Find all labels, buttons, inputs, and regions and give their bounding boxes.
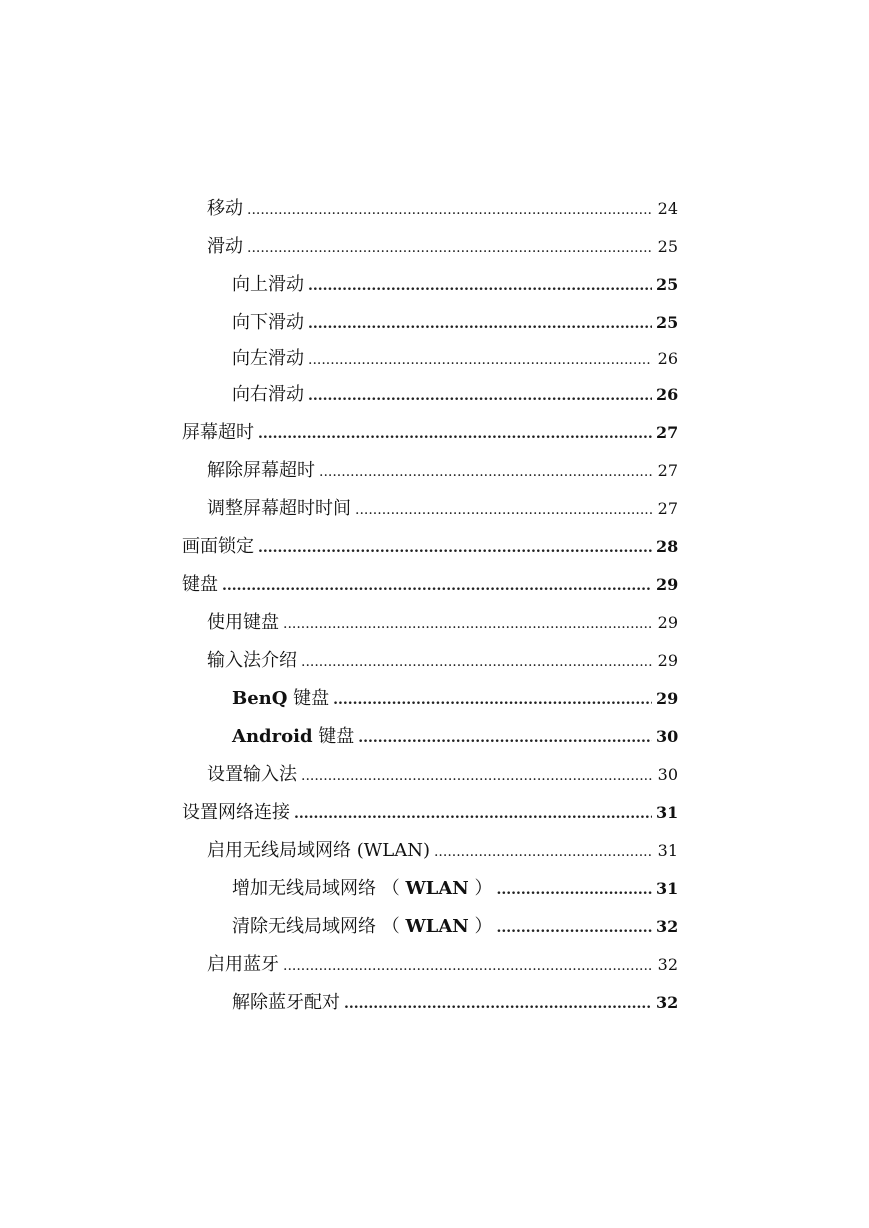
toc-entry-page: 32 xyxy=(656,993,679,1012)
dot-leader xyxy=(496,909,652,947)
toc-entry[interactable] xyxy=(182,190,678,228)
dot-leader xyxy=(308,377,652,415)
toc-entry-title-latin: WLAN xyxy=(405,878,469,899)
toc-entry-page: 27 xyxy=(657,499,678,518)
toc-entry-title: 向下滑动 xyxy=(232,312,304,333)
toc-entry-title: 启用蓝牙 xyxy=(207,954,279,975)
toc-entry-title-cjk: 清除无线局域网络 （ xyxy=(232,916,406,937)
toc-entry-title: 解除屏幕超时 xyxy=(207,460,315,481)
dot-leader xyxy=(333,681,652,719)
dot-leader xyxy=(222,567,652,605)
dot-leader xyxy=(294,795,652,833)
toc-entry-page: 25 xyxy=(656,275,679,294)
toc-entry-title: 设置输入法 xyxy=(207,764,297,785)
toc-entry-title: 移动 xyxy=(207,198,243,219)
toc-entry-page: 29 xyxy=(656,575,679,594)
toc-entry-page: 32 xyxy=(656,917,679,936)
toc-entry[interactable] xyxy=(182,756,678,794)
toc-entry-page: 29 xyxy=(657,613,678,632)
toc-entry-page: 30 xyxy=(657,765,678,784)
toc-entry-page: 31 xyxy=(656,879,679,898)
toc-entry[interactable] xyxy=(182,832,678,870)
toc-entry-page: 30 xyxy=(656,727,679,746)
toc-entry[interactable] xyxy=(182,946,678,984)
toc-entry-page: 31 xyxy=(657,841,678,860)
table-of-contents xyxy=(182,190,678,1022)
toc-entry-title: 使用键盘 xyxy=(207,612,279,633)
toc-entry[interactable] xyxy=(182,414,678,452)
dot-leader xyxy=(319,453,652,491)
toc-entry-page: 31 xyxy=(656,803,679,822)
dot-leader xyxy=(247,229,652,267)
toc-entry-title xyxy=(207,832,434,870)
toc-entry[interactable] xyxy=(182,528,678,566)
toc-entry[interactable] xyxy=(182,984,678,1022)
toc-entry-title: 设置网络连接 xyxy=(182,802,290,823)
toc-entry-title xyxy=(232,908,496,946)
toc-entry[interactable] xyxy=(182,680,678,718)
toc-entry-title: 画面锁定 xyxy=(182,536,254,557)
toc-entry-title-latin: WLAN xyxy=(405,916,469,937)
toc-entry[interactable] xyxy=(182,870,678,908)
toc-entry-page: 29 xyxy=(656,689,679,708)
toc-entry[interactable] xyxy=(182,794,678,832)
toc-entry-title-end: ） xyxy=(468,916,493,937)
toc-entry-page: 27 xyxy=(656,423,679,442)
dot-leader xyxy=(308,267,652,305)
dot-leader xyxy=(301,643,652,681)
toc-entry[interactable] xyxy=(182,342,678,376)
toc-entry-title: 调整屏幕超时时间 xyxy=(207,498,351,519)
toc-entry-page: 26 xyxy=(656,385,679,404)
toc-entry[interactable] xyxy=(182,718,678,756)
toc-entry-title: 向右滑动 xyxy=(232,384,304,405)
toc-entry[interactable] xyxy=(182,304,678,342)
toc-entry[interactable] xyxy=(182,266,678,304)
dot-leader xyxy=(355,491,652,529)
toc-entry-title xyxy=(232,680,333,718)
toc-entry-title-cjk: 键盘 xyxy=(287,688,330,709)
toc-entry[interactable] xyxy=(182,908,678,946)
toc-entry-page: 24 xyxy=(657,199,678,218)
toc-entry-page: 29 xyxy=(657,651,678,670)
toc-entry[interactable] xyxy=(182,228,678,266)
toc-entry-title: 屏幕超时 xyxy=(182,422,254,443)
toc-entry-title-latin: Android xyxy=(232,726,313,747)
dot-leader xyxy=(283,947,652,985)
toc-entry-title: 输入法介绍 xyxy=(207,650,297,671)
toc-entry-page: 26 xyxy=(657,349,678,368)
toc-entry-title-cjk: 键盘 xyxy=(312,726,355,747)
toc-entry[interactable] xyxy=(182,604,678,642)
dot-leader xyxy=(247,191,652,229)
toc-entry-page: 25 xyxy=(657,237,678,256)
toc-entry-title: 滑动 xyxy=(207,236,243,257)
dot-leader xyxy=(496,871,652,909)
toc-entry-page: 27 xyxy=(657,461,678,480)
dot-leader xyxy=(358,719,652,757)
dot-leader xyxy=(434,833,652,871)
dot-leader xyxy=(301,757,652,795)
toc-entry-title-end: ） xyxy=(468,878,493,899)
toc-entry-title: 向左滑动 xyxy=(232,348,304,369)
toc-entry-title: 向上滑动 xyxy=(232,274,304,295)
toc-entry[interactable] xyxy=(182,452,678,490)
toc-entry[interactable] xyxy=(182,566,678,604)
dot-leader xyxy=(258,529,652,567)
toc-entry-title-cjk: 启用无线局域网络 xyxy=(207,840,357,861)
toc-entry-page: 28 xyxy=(656,537,679,556)
toc-entry[interactable] xyxy=(182,642,678,680)
toc-entry-title-cjk: 增加无线局域网络 （ xyxy=(232,878,406,899)
toc-entry-title: 解除蓝牙配对 xyxy=(232,992,340,1013)
toc-entry-title xyxy=(232,870,496,908)
toc-entry-page: 32 xyxy=(657,955,678,974)
toc-entry-title-latin: BenQ xyxy=(232,688,288,709)
dot-leader xyxy=(258,415,652,453)
toc-entry[interactable] xyxy=(182,490,678,528)
toc-entry-page: 25 xyxy=(656,313,679,332)
toc-entry-title: 键盘 xyxy=(182,574,218,595)
dot-leader xyxy=(283,605,652,643)
toc-entry-title-latin: (WLAN) xyxy=(356,840,430,861)
dot-leader xyxy=(308,343,652,377)
toc-entry[interactable] xyxy=(182,376,678,414)
toc-entry-title xyxy=(232,718,358,756)
dot-leader xyxy=(308,305,652,343)
dot-leader xyxy=(344,985,652,1023)
